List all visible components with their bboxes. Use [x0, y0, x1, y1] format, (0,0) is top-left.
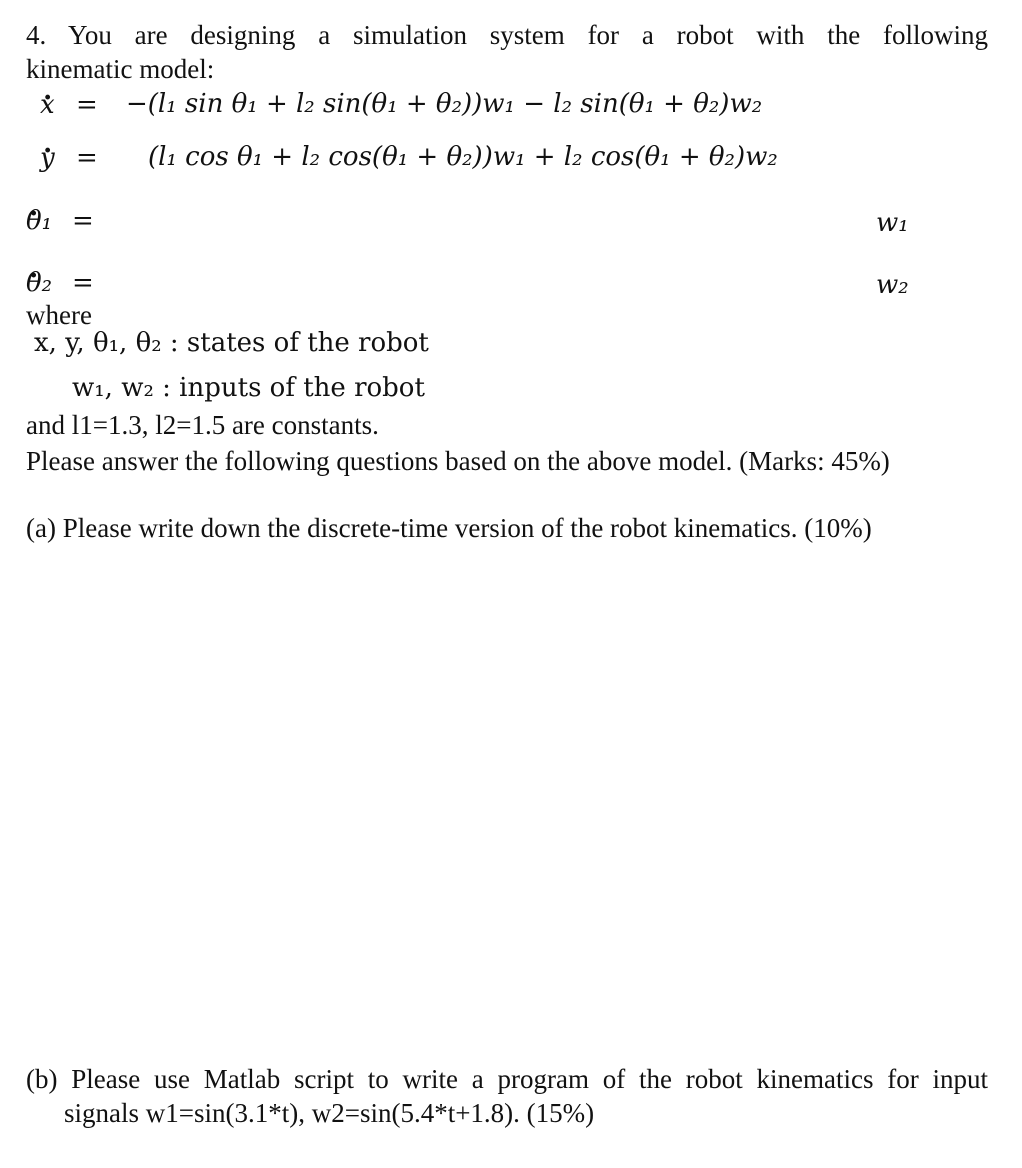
answer-space-a [26, 560, 988, 1050]
constants-definition: and l1=1.3, l2=1.5 are constants. [26, 410, 379, 440]
eq-theta2dot-equals: = [72, 268, 94, 298]
eq-theta2dot-rhs: w₂ [876, 270, 909, 300]
eq-xdot-lhs: . x [40, 92, 55, 118]
eq-theta1dot-lhs: . θ₁ [26, 208, 52, 234]
part-a-text: (a) Please write down the discrete-time version of the robot kinematics. (10%) [26, 513, 872, 543]
part-b-line-1: (b) Please use Matlab script to write a program of the robot kinematics for input [26, 1064, 988, 1094]
eq-ydot-rhs: (l₁ cos θ₁ + l₂ cos(θ₁ + θ₂))w₁ + l₂ cos(θ₁ + θ₂)w₂ [148, 142, 778, 172]
part-b-line-2: signals w1=sin(3.1*t), w2=sin(5.4*t+1.8). (15%) [64, 1098, 595, 1128]
states-definition: x, y, θ₁, θ₂ : states of the robot [34, 328, 429, 358]
eq-ydot-lhs: . y [40, 145, 55, 171]
eq-theta1dot-rhs: w₁ [876, 208, 909, 238]
where-label: where [26, 300, 92, 330]
eq-xdot-rhs: −(l₁ sin θ₁ + l₂ sin(θ₁ + θ₂))w₁ − l₂ sin(θ₁ + θ₂)w₂ [126, 89, 763, 119]
instructions-intro: Please answer the following questions based on the above model. (Marks: 45%) [26, 446, 890, 476]
eq-ydot-equals: = [76, 143, 98, 173]
question-line-1: 4. You are designing a simulation system for a robot with the following [26, 20, 988, 50]
question-line-2: kinematic model: [26, 54, 215, 84]
inputs-definition: w₁, w₂ : inputs of the robot [72, 373, 425, 403]
eq-theta2dot-lhs: . θ₂ [26, 270, 52, 296]
eq-theta1dot-equals: = [72, 206, 94, 236]
eq-xdot-equals: = [76, 90, 98, 120]
